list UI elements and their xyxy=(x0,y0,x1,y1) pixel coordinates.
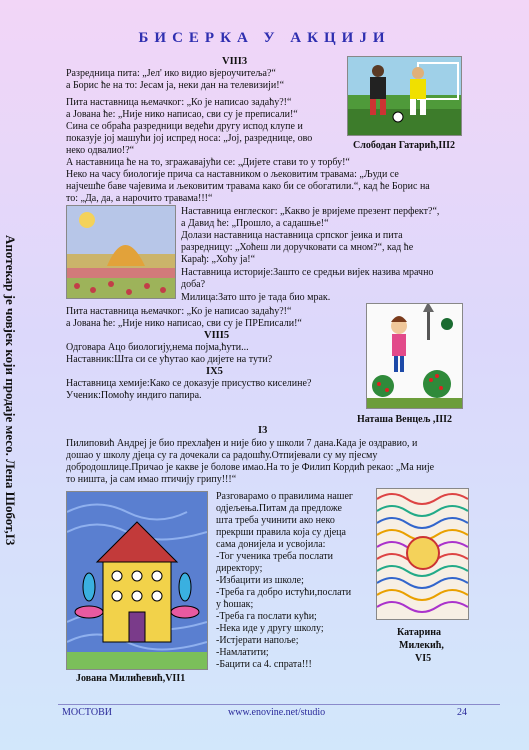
text-line: -Истјерати напоље; xyxy=(216,635,299,646)
text-line: Пилиповић Андреј је био прехлађен и није био у школи 7 дана.Када је оздравио, и xyxy=(66,438,418,449)
text-line: Ученик:Помоћу индиго папира. xyxy=(66,390,202,401)
section-heading-ix5: IX5 xyxy=(206,366,223,377)
text-line: -Нека иде у другу школу; xyxy=(216,623,324,634)
text-line: а Борис ће на то: Јесам ја, неки дан на телевизији!“ xyxy=(66,80,285,91)
text-line: то: „Да, да, а нарочито травама!!!“ xyxy=(66,193,213,204)
text-line: разредницу: „Хоћеш ли доручковати са мном?“, кад ће xyxy=(181,242,414,253)
text-line: дошао у школу дјеца су га дочекали са радошћу.Отпијевали су му пјесму xyxy=(66,450,378,461)
page-number: 24 xyxy=(457,707,467,718)
text-line: Наставница историје:Зашто се средњи вијек назива мрачно xyxy=(181,267,434,278)
section-heading-viii3: VIII3 xyxy=(222,56,248,67)
text-line: показује јој машући јој испред носа: „Јој, разреднице, ово xyxy=(66,133,313,144)
caption-natasa: Наташа Венцељ ,III2 xyxy=(357,414,453,425)
drawing-pattern xyxy=(376,488,469,620)
text-line: Неко на часу биологије прича са наставником о љековитим травама: „Људи се xyxy=(66,169,399,180)
text-line: -Тог ученика треба послати xyxy=(216,551,333,562)
text-line: директору; xyxy=(216,563,263,574)
text-line: Наставник:Шта си се ућутао као дијете на тути? xyxy=(66,354,273,365)
section-heading-viii5: VIII5 xyxy=(204,330,230,341)
text-line: а Јована ће: „Није нико написао, сви су је преписали!“ xyxy=(66,109,298,120)
text-line: а Јована ће: „Није нико написао, сви су је ПРЕписали!“ xyxy=(66,318,302,329)
text-line: Сина се обраћа разредници ведећи другу испод клупе и xyxy=(66,121,303,132)
text-line: неко одвалио!?“ xyxy=(66,145,135,156)
text-line: Пита наставница њемачког: „Ко је написао задаћу?!“ xyxy=(66,306,292,317)
footer-url[interactable]: www.enovine.net/studio xyxy=(228,707,326,718)
text-line: Карађ: „Хоћу ја!“ xyxy=(181,254,256,265)
text-line: Разредница пита: „Јел' ико видио вјероучитеља?“ xyxy=(66,68,276,79)
drawing-house xyxy=(66,491,208,670)
section-heading-i3: I3 xyxy=(258,425,268,436)
text-line: шта треба учинити ако неко xyxy=(216,515,335,526)
drawing-football-players xyxy=(347,56,462,136)
text-line: Одговара Ацо биологију,нема појма,ћути... xyxy=(66,342,249,353)
caption-jovana: Јована Милићевић,VII1 xyxy=(76,673,186,684)
text-line: доба? xyxy=(181,279,206,290)
footer-rule xyxy=(58,704,500,705)
side-quote: Апотекар је човјек који продаје месо. Лена Шобот,I3 xyxy=(3,235,18,546)
text-line: у ћошак; xyxy=(216,599,254,610)
text-line: -Избацити из школе; xyxy=(216,575,304,586)
text-line: -Намлатити; xyxy=(216,647,269,658)
text-line: најчешће баве чајевима и љековитим травама како би се обогатили.“, кад ће Борис на xyxy=(66,181,430,192)
text-line: -Бацити са 4. спрата!!! xyxy=(216,659,312,670)
text-line: А наставница ће на то, згражавајући се: „Дијете стави то у торбу!“ xyxy=(66,157,350,168)
text-line: прекрши правила која су дјеца xyxy=(216,527,346,538)
text-line: Долази наставница наставница српског јеика и пита xyxy=(181,230,403,241)
footer-publication: МОСТОВИ xyxy=(62,707,112,718)
text-line: -Треба га добро истући,послати xyxy=(216,587,352,598)
drawing-landscape xyxy=(66,205,176,299)
text-line: Пита наставница њемачког: „Ко је написао задаћу?!“ xyxy=(66,97,292,108)
caption-katarina-line3: VI5 xyxy=(415,653,432,664)
text-line: а Давид ће: „Прошло, а садашње!“ xyxy=(181,218,329,229)
text-line: Наставница енглеског: „Какво је вријеме презент перфект?“, xyxy=(181,206,440,217)
text-line: одјељења.Питам да предложе xyxy=(216,503,342,514)
text-line: Наставница хемије:Како се доказује присуство киселине? xyxy=(66,378,312,389)
caption-slobodan: Слободан Гатарић,III2 xyxy=(353,140,456,151)
caption-katarina-line2: Милекић, xyxy=(399,640,444,651)
caption-katarina-line1: Катарина xyxy=(397,627,441,638)
text-line: сама донијела и усвојила: xyxy=(216,539,326,550)
text-line: то ништа, ја сам имао птичију грипу!!!“ xyxy=(66,474,237,485)
drawing-girl-garden xyxy=(366,303,463,409)
text-line: добродошлице.Причао је какве је болове имао.На то је Филип Кордић рекао: „Ма није xyxy=(66,462,435,473)
page-title: БИСЕРКА У АКЦИЈИ xyxy=(138,30,391,46)
text-line: -Треба га послати кући; xyxy=(216,611,317,622)
text-line: Разговарамо о правилима нашег xyxy=(216,491,354,502)
text-line: Милица:Зато што је тада био мрак. xyxy=(181,292,331,303)
